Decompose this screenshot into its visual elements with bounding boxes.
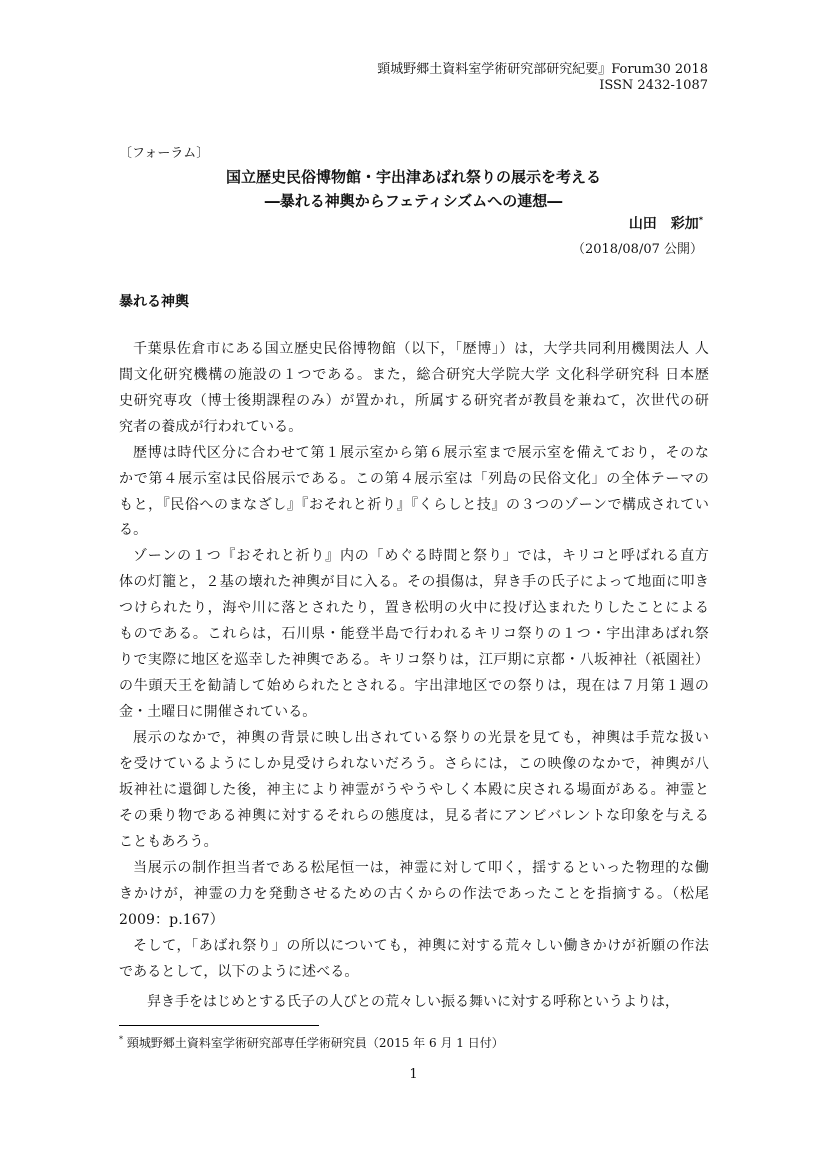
paper-title: 国立歴史民俗博物館・宇出津あばれ祭りの展示を考える [225, 168, 601, 186]
body-line: りで実際に地区を巡幸した神輿である。キリコ祭りは，江戸期に京都・八坂神社（祇園社） [119, 652, 709, 668]
footnote-text: 頸城野郷土資料室学術研究部専任学術研究員（2015 年 6 月 1 日付） [126, 1036, 504, 1050]
body-line: ゾーンの１つ『おそれと祈り』内の「めぐる時間と祭り」では，キリコと呼ばれる直方 [133, 548, 709, 564]
body-line: であるとして，以下のように述べる。 [119, 964, 359, 980]
body-line: こともあろう。 [119, 834, 218, 850]
body-line: 歴博は時代区分に合わせて第１展示室から第６展示室まで展示室を備えており，そのな [133, 445, 709, 461]
footnote-mark: * [119, 1035, 123, 1044]
category-label: 〔フォーラム〕 [119, 146, 210, 161]
body-line: かで第４展示室は民俗展示である。この第４展示室は「列島の民俗文化」の全体テーマの [119, 471, 709, 487]
body-line: そして，「あばれ祭り」の所以についても，神輿に対する荒々しい働きかけが祈願の作法 [133, 938, 709, 954]
body-line: 当展示の制作担当者である松尾恒一は，神霊に対して叩く，揺するといった物理的な働 [133, 860, 709, 876]
body-line: る。 [119, 522, 148, 538]
body-line: もと，『民俗へのまなざし』『おそれと祈り』『くらしと技』の３つのゾーンで構成されてい [119, 497, 709, 513]
body-line: 間文化研究機構の施設の１つである。また，総合研究大学院大学 文化科学研究科 日本歴 [119, 367, 709, 383]
page-number: 1 [409, 1067, 418, 1082]
body-line: 展示のなかで，神輿の背景に映し出されている祭りの光景を見ても，神輿は手荒な扱い [133, 730, 709, 746]
footnote [119, 1034, 504, 1051]
body-line: 体の灯籠と，２基の壊れた神輿が目に入る。その損傷は，舁き手の氏子によって地面に叩き [119, 574, 709, 590]
body-line: 千葉県佐倉市にある国立歴史民俗博物館（以下，「歴博」）は，大学共同利用機関法人 人 [133, 341, 709, 357]
body-line: ものである。これらは，石川県・能登半島で行われるキリコ祭りの１つ・宇出津あばれ祭 [119, 626, 709, 642]
body-line: 坂神社に還御した後，神主により神霊がうやうやしく本殿に戻される場面がある。神霊と [119, 782, 709, 798]
body-line: きかけが，神霊の力を発動させるための古くからの作法であったことを指摘する。（松尾 [119, 886, 709, 902]
publish-date: （2018/08/07 公開） [571, 242, 703, 257]
block-quote-line: 舁き手をはじめとする氏子の人びとの荒々しい振る舞いに対する呼称というよりは， [147, 994, 679, 1010]
issn: ISSN 2432-1087 [599, 78, 708, 93]
body-line: 史研究専攻（博士後期課程のみ）が置かれ，所属する研究者が教員を兼ねて，次世代の研 [119, 393, 709, 409]
journal-header: 頸城野郷土資料室学術研究部研究紀要』Forum30 2018 [377, 62, 708, 77]
footnote-divider [119, 1025, 319, 1026]
author-name: 山田 彩加 [628, 216, 699, 232]
body-line: 究者の養成が行われている。 [119, 419, 303, 435]
author [629, 213, 703, 233]
author-footnote-mark: * [698, 215, 703, 225]
body-line: つけられたり，海や川に落とされたり，置き松明の火中に投げ込まれたりしたことによる [119, 600, 709, 616]
body-line: 2009：p.167） [119, 912, 224, 928]
body-line: その乗り物である神輿に対するそれらの態度は，見る者にアンビバレントな印象を与える [119, 808, 709, 824]
paper-subtitle: ―暴れる神輿からフェティシズムへの連想― [264, 192, 563, 210]
section-heading: 暴れる神輿 [119, 294, 189, 310]
body-line: 金・土曜日に開催されている。 [119, 704, 317, 720]
body-line: の牛頭天王を勧請して始められたとされる。宇出津地区での祭りは，現在は７月第１週の [119, 678, 709, 694]
body-line: を受けているようにしか見受けられないだろう。さらには，この映像のなかで，神輿が八 [119, 756, 709, 772]
